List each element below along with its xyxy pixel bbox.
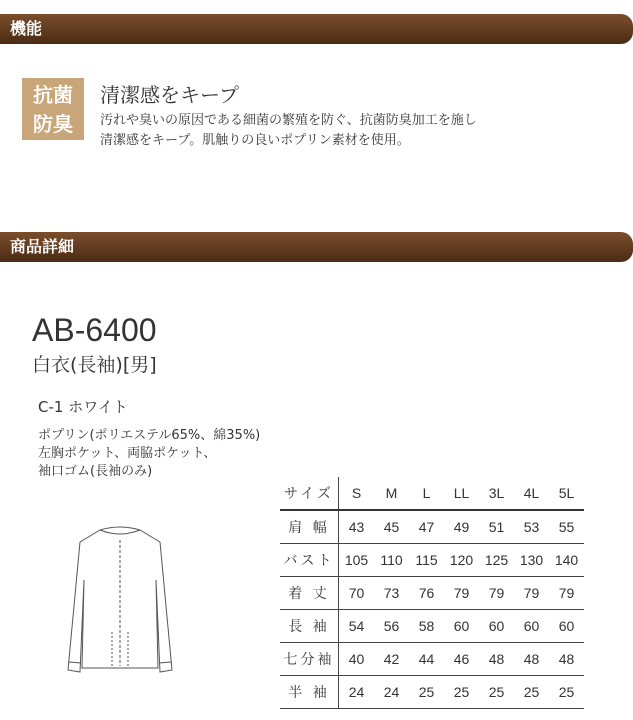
spec-line-1: ポプリン(ポリエステル65%、綿35%) xyxy=(38,428,261,443)
table-cell: 49 xyxy=(444,510,479,544)
table-cell: 48 xyxy=(514,643,549,676)
table-cell: 79 xyxy=(514,577,549,610)
details-section-header: 商品詳細 xyxy=(0,232,633,262)
table-cell: 24 xyxy=(374,676,409,709)
product-subtitle: 白衣(長袖)[男] xyxy=(32,354,157,376)
table-cell: 140 xyxy=(549,544,584,577)
size-header-m: M xyxy=(374,477,409,510)
table-cell: 105 xyxy=(339,544,375,577)
table-cell: 25 xyxy=(409,676,444,709)
spec-line-2: 左胸ポケット、両脇ポケット、 xyxy=(38,446,217,461)
size-header-5l: 5L xyxy=(549,477,584,510)
table-row-three-quarter-sleeve xyxy=(280,643,584,676)
feature-title: 清潔感をキープ xyxy=(100,83,239,107)
row-label: 半 袖 xyxy=(280,676,339,709)
table-cell: 42 xyxy=(374,643,409,676)
table-row-long-sleeve xyxy=(280,610,584,643)
material-spec xyxy=(38,427,260,481)
size-header-row xyxy=(280,477,584,510)
antibacterial-badge xyxy=(22,78,84,140)
table-cell: 60 xyxy=(444,610,479,643)
size-header-4l: 4L xyxy=(514,477,549,510)
features-section-header: 機能 xyxy=(0,14,633,44)
size-header-s: S xyxy=(339,477,375,510)
size-header-ll: LL xyxy=(444,477,479,510)
table-cell: 25 xyxy=(514,676,549,709)
size-header-l: L xyxy=(409,477,444,510)
row-label: 七分袖 xyxy=(280,643,339,676)
table-cell: 70 xyxy=(339,577,375,610)
table-row-bust xyxy=(280,544,584,577)
size-header-label: サイズ xyxy=(280,477,339,510)
table-cell: 48 xyxy=(549,643,584,676)
row-label: 長 袖 xyxy=(280,610,339,643)
row-label: バスト xyxy=(280,544,339,577)
badge-line-2: 防臭 xyxy=(33,112,73,136)
table-cell: 60 xyxy=(479,610,514,643)
feature-description xyxy=(100,111,620,151)
size-chart xyxy=(280,477,584,709)
table-cell: 125 xyxy=(479,544,514,577)
table-row-shoulder xyxy=(280,510,584,544)
table-cell: 79 xyxy=(549,577,584,610)
table-cell: 56 xyxy=(374,610,409,643)
table-cell: 60 xyxy=(549,610,584,643)
table-cell: 25 xyxy=(549,676,584,709)
feature-desc-line-1: 汚れや臭いの原因である細菌の繁殖を防ぐ、抗菌防臭加工を施し xyxy=(100,113,477,128)
color-option: C-1 ホワイト xyxy=(38,398,128,416)
size-header-3l: 3L xyxy=(479,477,514,510)
table-cell: 51 xyxy=(479,510,514,544)
table-cell: 44 xyxy=(409,643,444,676)
spec-line-3: 袖口ゴム(長袖のみ) xyxy=(38,464,153,479)
table-cell: 79 xyxy=(479,577,514,610)
feature-desc-line-2: 清潔感をキープ。肌触りの良いポプリン素材を使用。 xyxy=(100,133,410,148)
table-cell: 40 xyxy=(339,643,375,676)
table-cell: 54 xyxy=(339,610,375,643)
table-row-length xyxy=(280,577,584,610)
table-cell: 55 xyxy=(549,510,584,544)
table-cell: 25 xyxy=(444,676,479,709)
table-cell: 115 xyxy=(409,544,444,577)
lab-coat-back-icon xyxy=(60,520,180,680)
table-cell: 130 xyxy=(514,544,549,577)
table-cell: 73 xyxy=(374,577,409,610)
table-cell: 43 xyxy=(339,510,375,544)
model-number: AB-6400 xyxy=(32,312,157,348)
badge-line-1: 抗菌 xyxy=(33,83,73,107)
table-cell: 120 xyxy=(444,544,479,577)
row-label: 肩 幅 xyxy=(280,510,339,544)
table-cell: 45 xyxy=(374,510,409,544)
table-cell: 24 xyxy=(339,676,375,709)
table-cell: 79 xyxy=(444,577,479,610)
table-cell: 47 xyxy=(409,510,444,544)
table-cell: 76 xyxy=(409,577,444,610)
table-cell: 48 xyxy=(479,643,514,676)
table-cell: 60 xyxy=(514,610,549,643)
table-cell: 110 xyxy=(374,544,409,577)
table-cell: 58 xyxy=(409,610,444,643)
table-cell: 46 xyxy=(444,643,479,676)
table-cell: 53 xyxy=(514,510,549,544)
table-row-short-sleeve xyxy=(280,676,584,709)
row-label: 着 丈 xyxy=(280,577,339,610)
table-cell: 25 xyxy=(479,676,514,709)
